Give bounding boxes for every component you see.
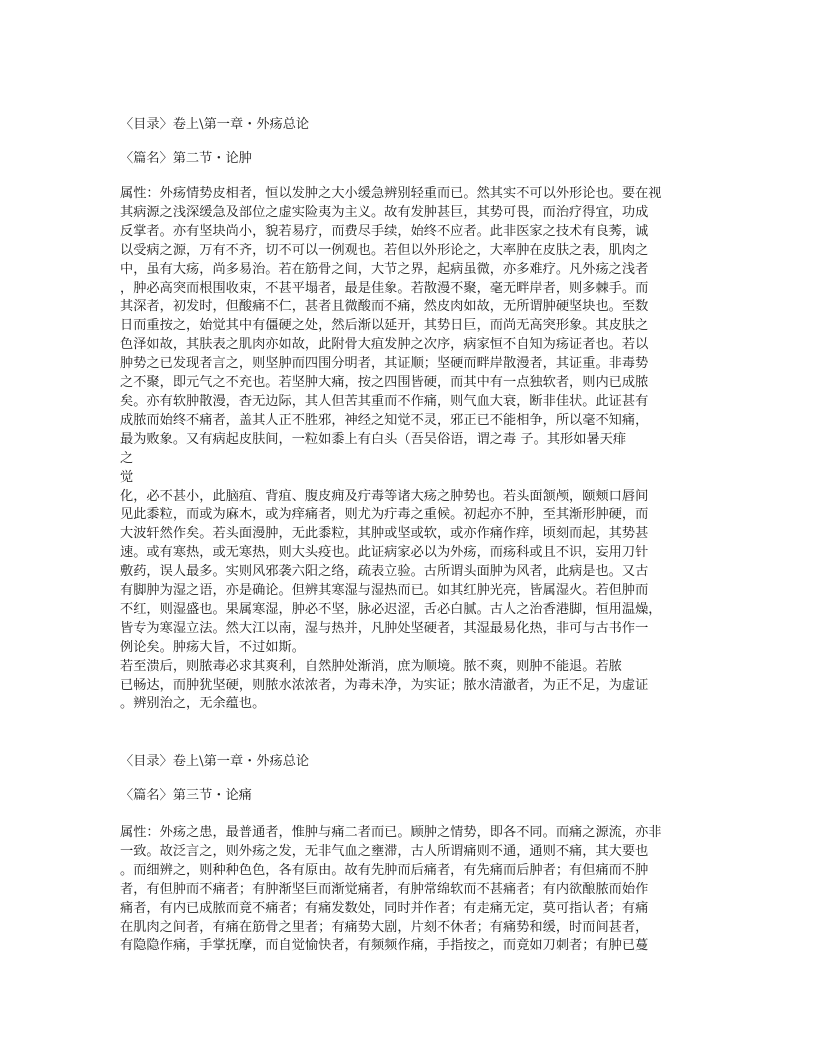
body-text-line: 成脓而始终不痛者，盖其人正不胜邪，神经之知觉不灵，邪正已不能相争，所以毫不知痛， bbox=[120, 412, 649, 428]
directory-line: 〈目录〉卷上\第一章・外疡总论 bbox=[120, 754, 310, 769]
chapter-name-line: 〈篇名〉第三节・论痛 bbox=[120, 788, 252, 803]
body-text-line: 化，必不甚小，此脑疽、背疽、腹皮痈及疔毒等诸大疡之肿势也。若头面颔颅，颐颊口唇间 bbox=[120, 488, 649, 504]
body-text-line: 其深者，初发时，但酸痛不仁，甚者且微酸而不痛，然皮肉如故，无所谓肿硬坚块也。至数 bbox=[120, 299, 649, 315]
body-text-line: 敷药，误人最多。实则风邪袭六阳之络，疏表立验。古所谓头面肿为风者，此病是也。又古 bbox=[120, 564, 649, 580]
body-text-line: 属性：外疡之患，最普通者，惟肿与痛二者而已。顾肿之情势，即各不同。而痛之源流，亦非 bbox=[120, 825, 662, 840]
body-text-line: 。辨别治之，无余蕴也。 bbox=[120, 696, 266, 712]
body-text-line: ，肿必高突而根围收束，不甚平塌者，最是佳象。若散漫不聚，毫无畔岸者，则多棘手。而 bbox=[120, 280, 649, 296]
section-body bbox=[120, 185, 688, 714]
body-text-line: 皆专为寒湿立法。然大江以南，湿与热并，凡肿处坚硬者，其湿最易化热，非可与古书作一 bbox=[120, 620, 649, 636]
body-text-line: 其病源之浅深缓急及部位之虚实险夷为主义。故有发肿甚巨，其势可畏，而治疗得宜，功成 bbox=[120, 204, 649, 220]
body-text-line: 之 bbox=[120, 450, 134, 466]
body-text-line: 中，虽有大疡，尚多易治。若在筋骨之间，大节之界，起病虽微，亦多难疗。凡外疡之浅者 bbox=[120, 261, 649, 277]
body-text-line: 日而重按之，始觉其中有僵硬之处，然后渐以延开，其势日巨，而尚无高突形象。其皮肤之 bbox=[120, 318, 649, 334]
body-text-line: 觉 bbox=[120, 469, 134, 485]
section-body bbox=[120, 824, 688, 956]
body-text-line: 一致。故泛言之，则外疡之发，无非气血之壅滞，古人所谓痛则不通，通则不痛，其大要也 bbox=[120, 843, 649, 859]
body-text-line: 反掌者。亦有坚块尚小，貌若易疗，而费尽手续，始终不应者。此非医家之技术有良莠，诚 bbox=[120, 223, 649, 239]
body-text-line: 。而细辨之，则种种色色，各有原由。故有先肿而后痛者，有先痛而后肿者；有但痛而不肿 bbox=[120, 862, 649, 878]
body-text-line: 痛者，有内已成脓而竟不痛者；有痛发数处，同时并作者；有走痛无定，莫可指认者；有痛 bbox=[120, 900, 649, 916]
body-text-line: 见此黍粒，而或为麻木，或为痒痛者，则尤为疔毒之重候。初起亦不肿，至其渐形肿硬，而 bbox=[120, 507, 649, 523]
chapter-name-line: 〈篇名〉第二节・论肿 bbox=[120, 151, 252, 166]
body-text-line: 已畅达，而肿犹坚硬，则脓水浓浓者，为毒未净，为实证；脓水清澈者，为正不足，为虚证 bbox=[120, 677, 649, 693]
body-text-line: 以受病之源，万有不齐，切不可以一例观也。若但以外形论之，大率肿在皮肤之表，肌肉之 bbox=[120, 242, 649, 258]
body-text-line: 矣。亦有软肿散漫，杳无边际，其人但苦其重而不作痛，则气血大衰，断非佳状。此证甚有 bbox=[120, 393, 649, 409]
body-text-line: 之不聚，即元气之不充也。若坚肿大痛，按之四围皆硬，而其中有一点独软者，则内已成脓 bbox=[120, 375, 649, 391]
body-text-line: 速。或有寒热，或无寒热，则大头疫也。此证病家必以为外疡，而疡科或且不识，妄用刀针 bbox=[120, 545, 649, 561]
body-text-line: 最为败象。又有病起皮肤间，一粒如黍上有白头（吾吴俗语，谓之毒 子。其形如暑天痱 bbox=[120, 431, 627, 447]
body-text-line: 有脚肿为湿之语，亦是确论。但辨其寒湿与湿热而已。如其红肿光亮，皆属湿火。若但肿而 bbox=[120, 583, 649, 599]
body-text-line: 若至溃后，则脓毒必求其爽利，自然肿处渐消，庶为顺境。脓不爽，则肿不能退。若脓 bbox=[120, 658, 622, 674]
directory-line: 〈目录〉卷上\第一章・外疡总论 bbox=[120, 117, 310, 132]
body-text-line: 肿势之已发现者言之，则坚肿而四围分明者，其证顺；坚硬而畔岸散漫者，其证重。非毒势 bbox=[120, 356, 649, 372]
body-text-line: 不红，则湿盛也。果属寒湿，肿必不坚，脉必迟涩，舌必白腻。古人之治香港脚，恒用温燥， bbox=[120, 601, 662, 617]
body-text-line: 大波轩然作矣。若头面漫肿，无此黍粒，其肿或坚或软，或亦作痛作痒，顷刻而起，其势甚 bbox=[120, 526, 649, 542]
body-text-line: 在肌肉之间者，有痛在筋骨之里者；有痛势大剧，片刻不休者；有痛势和缓，时而间甚者， bbox=[120, 919, 649, 935]
body-text-line: 有隐隐作痛，手掌抚摩，而自觉愉快者，有频频作痛，手指按之，而竟如刀刺者；有肿已蔓 bbox=[120, 938, 649, 954]
body-text-line: 色泽如故，其肤表之肌肉亦如故，此附骨大疽发肿之次序，病家恒不自知为疡证者也。若以 bbox=[120, 337, 649, 353]
body-text-line: 者，有但肿而不痛者；有肿渐坚巨而渐觉痛者，有肿常绵软而不甚痛者；有内欲酿脓而始作 bbox=[120, 881, 649, 897]
body-text-line: 属性：外疡情势皮相者，恒以发肿之大小缓急辨别轻重而已。然其实不可以外形论也。要在视 bbox=[120, 186, 662, 201]
body-text-line: 例论矣。肿疡大旨，不过如斯。 bbox=[120, 639, 305, 655]
